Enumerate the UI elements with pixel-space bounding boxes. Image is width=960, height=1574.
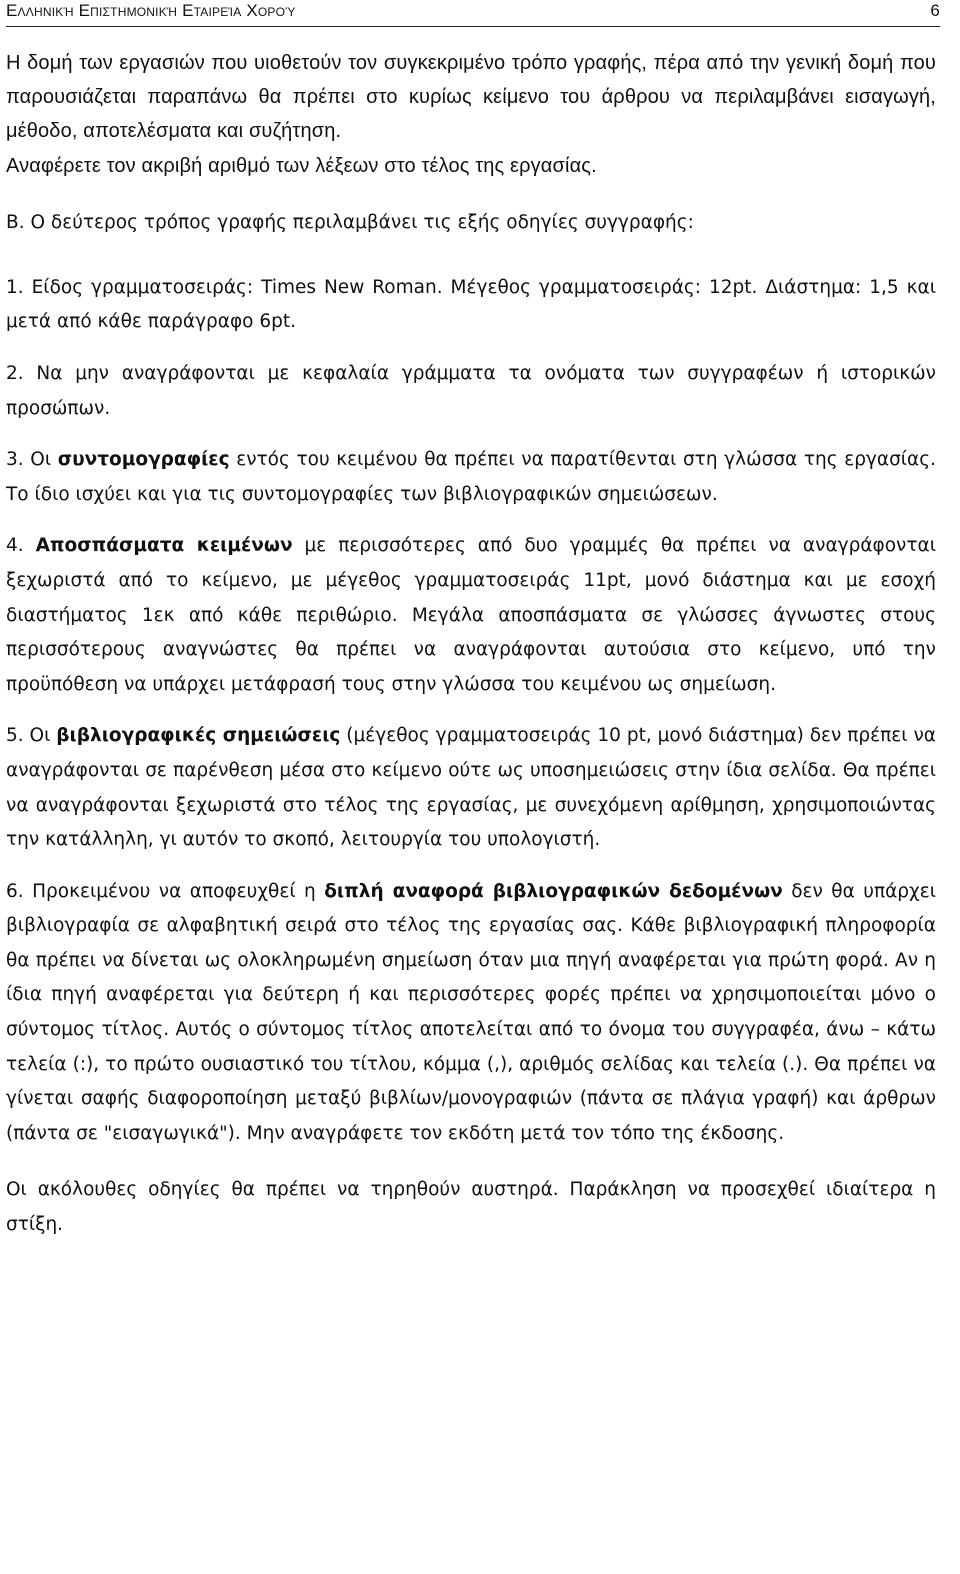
- guideline-item-2: 2. Να μην αναγράφονται με κεφαλαία γράμματα τα ονόματα των συγγραφέων ή ιστορικών προσώπων.: [6, 362, 936, 419]
- item-3-bold-term: συντομογραφίες: [57, 449, 230, 471]
- item-5-text: (μέγεθος γραμματοσειράς 10 pt, μονό διάστημα) δεν πρέπει να αναγράφονται σε παρένθεση μέσα στο κείμενο ούτε ως υποσημειώσεις στην ίδια σελίδα. Θα πρέπει να αναγράφονται ξεχωριστά στο τέλος της εργασίας, με συνεχόμενη αρίθμηση, χρησιμοποιώντας την κατάλληλη, γι αυτόν το σκοπό, λειτουργία του υπολογιστή.: [6, 725, 937, 851]
- item-4-number: 4.: [6, 535, 36, 557]
- item-5-bold-term: βιβλιογραφικές σημειώσεις: [56, 725, 341, 747]
- item-3-text: εντός του κειμένου θα πρέπει να παρατίθενται στη γλώσσα της εργασίας. Το ίδιο ισχύει και για τις συντομογραφίες των βιβλιογραφικών σημειώσεων.: [6, 449, 936, 505]
- guideline-item-5: [6, 719, 936, 857]
- running-header: [6, 0, 940, 27]
- item-6-number: 6. Προκειμένου να αποφευχθεί η: [6, 880, 325, 902]
- journal-title: Ελληνική Επιστημονική Εταιρεία Χορού: [6, 1, 296, 20]
- document-body: [6, 47, 936, 1243]
- guideline-item-4: [6, 529, 936, 702]
- word-count-instruction: Αναφέρετε τον ακριβή αριθμό των λέξεων στο τέλος της εργασίας.: [6, 155, 597, 178]
- intro-paragraph: Η δομή των εργασιών που υιοθετούν τον συγκεκριμένο τρόπο γραφής, πέρα από την γενική δομή που παρουσιάζεται παραπάνω θα πρέπει στο κυρίως κείμενο του άρθρου να περιλαμβάνει εισαγωγή, μέθοδο, αποτελέσματα και συζήτηση.: [6, 52, 936, 142]
- item-4-bold-term: Αποσπάσματα κειμένων: [35, 535, 293, 557]
- item-5-number: 5. Οι: [6, 725, 57, 747]
- item-6-text: δεν θα υπάρχει βιβλιογραφία σε αλφαβητική σειρά στο τέλος της εργασίας σας. Κάθε βιβλιογραφική πληροφορία θα πρέπει να δίνεται ως ολοκληρωμένη σημείωση όταν μια πηγή αναφέρεται για πρώτη φορά. Αν η ίδια πηγή αναφέρεται για δεύτερη ή και περισσότερες φορές πρέπει να χρησιμοποιείται μόνο ο σύντομος τίτλος. Αυτός ο σύντομος τίτλος αποτελείται από το όνομα του συγγραφέα, άνω – κάτω τελεία (:), το πρώτο ουσιαστικό του τίτλου, κόμμα (,), αριθμός σελίδας και τελεία (.). Θα πρέπει να γίνεται σαφής διαφοροποίηση μεταξύ βιβλίων/μονογραφιών (πάντα σε πλάγια γραφή) και άρθρων (πάντα σε "εισαγωγικά"). Μην αναγράφετε τον εκδότη μετά τον τόπο της έκδοσης.: [6, 880, 936, 1144]
- item-4-text: με περισσότερες από δυο γραμμές θα πρέπει να αναγράφονται ξεχωριστά από το κείμενο, με μέγεθος γραμματοσειράς 11pt, μονό διάστημα και με εσοχή διαστήματος 1εκ από κάθε περιθώριο. Μεγάλα αποσπάσματα σε γλώσσες άγνωστες στους περισσότερους αναγνώστες θα πρέπει να αναγράφονται αυτούσια στο κείμενο, υπό την προϋπόθεση να υπάρχει μετάφρασή τους στην γλώσσα του κειμένου ως σημείωση.: [6, 535, 936, 695]
- closing-paragraph: Οι ακόλουθες οδηγίες θα πρέπει να τηρηθούν αυστηρά. Παράκληση να προσεχθεί ιδιαίτερα η στίξη.: [6, 1179, 936, 1236]
- section-b-heading: Β. Ο δεύτερος τρόπος γραφής περιλαμβάνει τις εξής οδηγίες συγγραφής:: [6, 212, 694, 234]
- guideline-item-1: 1. Είδος γραμματοσειράς: Times New Roman. Μέγεθος γραμματοσειράς: 12pt. Διάστημα: 1,5 και μετά από κάθε παράγραφο 6pt.: [6, 276, 936, 333]
- page-number: 6: [930, 1, 940, 20]
- item-3-number: 3. Οι: [6, 449, 58, 471]
- guideline-item-6: [6, 875, 936, 1152]
- item-6-bold-term: διπλή αναφορά βιβλιογραφικών δεδομένων: [324, 880, 783, 902]
- guideline-item-3: [6, 443, 936, 512]
